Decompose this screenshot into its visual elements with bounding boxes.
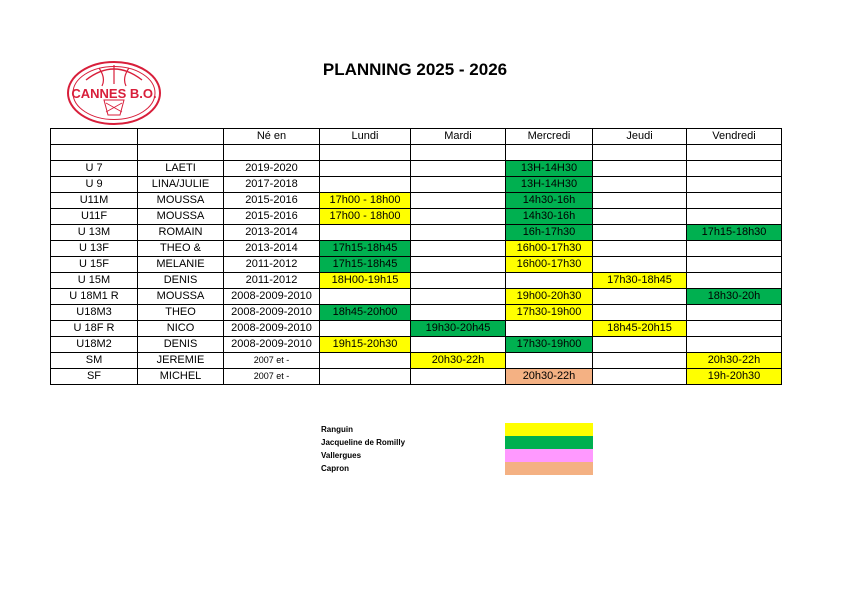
mercredi-cell: 17h30-19h00	[506, 305, 593, 321]
table-header-row	[51, 129, 782, 145]
mercredi-cell	[506, 321, 593, 337]
jeudi-cell	[593, 193, 687, 209]
mardi-cell	[411, 161, 506, 177]
birth-years-cell: 2015-2016	[224, 193, 320, 209]
mercredi-cell: 16h-17h30	[506, 225, 593, 241]
coach-cell: DENIS	[138, 337, 224, 353]
mardi-cell	[411, 369, 506, 385]
legend-swatch	[505, 462, 593, 475]
mercredi-cell: 19h00-20h30	[506, 289, 593, 305]
lundi-cell	[320, 225, 411, 241]
column-header: Jeudi	[593, 129, 687, 145]
schedule-table	[50, 128, 782, 385]
birth-years-cell: 2013-2014	[224, 225, 320, 241]
mardi-cell	[411, 257, 506, 273]
legend-label: Capron	[321, 464, 349, 473]
table-row	[51, 225, 782, 241]
empty-cell	[320, 145, 411, 161]
table-row	[51, 337, 782, 353]
mardi-cell	[411, 209, 506, 225]
empty-cell	[138, 145, 224, 161]
team-cell: U11F	[51, 209, 138, 225]
birth-years-cell: 2015-2016	[224, 209, 320, 225]
jeudi-cell	[593, 353, 687, 369]
table-row	[51, 353, 782, 369]
lundi-cell: 19h15-20h30	[320, 337, 411, 353]
jeudi-cell	[593, 161, 687, 177]
jeudi-cell	[593, 305, 687, 321]
vendredi-cell	[687, 209, 782, 225]
vendredi-cell	[687, 321, 782, 337]
jeudi-cell	[593, 369, 687, 385]
vendredi-cell: 20h30-22h	[687, 353, 782, 369]
empty-cell	[51, 145, 138, 161]
lundi-cell: 18h45-20h00	[320, 305, 411, 321]
mardi-cell	[411, 193, 506, 209]
jeudi-cell	[593, 177, 687, 193]
jeudi-cell	[593, 289, 687, 305]
mercredi-cell: 13H-14H30	[506, 177, 593, 193]
empty-cell	[506, 145, 593, 161]
team-cell: U18M3	[51, 305, 138, 321]
lundi-cell	[320, 321, 411, 337]
coach-cell: DENIS	[138, 273, 224, 289]
legend-swatch	[505, 423, 593, 436]
legend-swatch	[505, 436, 593, 449]
jeudi-cell	[593, 209, 687, 225]
legend-swatch	[505, 449, 593, 462]
table-row	[51, 177, 782, 193]
coach-cell: ROMAIN	[138, 225, 224, 241]
column-header: Mercredi	[506, 129, 593, 145]
birth-years-cell: 2008-2009-2010	[224, 305, 320, 321]
mardi-cell	[411, 305, 506, 321]
column-header: Mardi	[411, 129, 506, 145]
table-row	[51, 321, 782, 337]
lundi-cell	[320, 161, 411, 177]
mardi-cell	[411, 225, 506, 241]
coach-cell: MOUSSA	[138, 193, 224, 209]
empty-cell	[224, 145, 320, 161]
coach-cell: MICHEL	[138, 369, 224, 385]
lundi-cell	[320, 289, 411, 305]
table-row	[51, 161, 782, 177]
team-cell: SF	[51, 369, 138, 385]
jeudi-cell	[593, 337, 687, 353]
vendredi-cell	[687, 241, 782, 257]
mercredi-cell: 16h00-17h30	[506, 257, 593, 273]
column-header	[138, 129, 224, 145]
empty-cell	[411, 145, 506, 161]
table-row	[51, 193, 782, 209]
jeudi-cell	[593, 241, 687, 257]
mardi-cell: 20h30-22h	[411, 353, 506, 369]
lundi-cell: 17h15-18h45	[320, 257, 411, 273]
coach-cell: THEO &	[138, 241, 224, 257]
vendredi-cell: 17h15-18h30	[687, 225, 782, 241]
svg-text:CANNES B.O.: CANNES B.O.	[71, 86, 157, 101]
mardi-cell	[411, 241, 506, 257]
vendredi-cell	[687, 193, 782, 209]
table-row	[51, 273, 782, 289]
mercredi-cell	[506, 273, 593, 289]
team-cell: U 18M1 R	[51, 289, 138, 305]
coach-cell: JEREMIE	[138, 353, 224, 369]
coach-cell: LINA/JULIE	[138, 177, 224, 193]
team-cell: U 15F	[51, 257, 138, 273]
birth-years-cell: 2008-2009-2010	[224, 337, 320, 353]
vendredi-cell	[687, 337, 782, 353]
birth-years-cell: 2011-2012	[224, 273, 320, 289]
coach-cell: THEO	[138, 305, 224, 321]
vendredi-cell	[687, 257, 782, 273]
page-title: PLANNING 2025 - 2026	[322, 60, 508, 79]
legend-item	[321, 449, 595, 462]
legend-item	[321, 462, 595, 475]
team-cell: U 7	[51, 161, 138, 177]
mercredi-cell: 17h30-19h00	[506, 337, 593, 353]
vendredi-cell	[687, 273, 782, 289]
lundi-cell: 18H00-19h15	[320, 273, 411, 289]
team-cell: U 13F	[51, 241, 138, 257]
jeudi-cell: 18h45-20h15	[593, 321, 687, 337]
column-header: Né en	[224, 129, 320, 145]
table-row	[51, 305, 782, 321]
jeudi-cell: 17h30-18h45	[593, 273, 687, 289]
birth-years-cell: 2011-2012	[224, 257, 320, 273]
legend-label: Vallergues	[321, 451, 362, 460]
coach-cell: MELANIE	[138, 257, 224, 273]
lundi-cell	[320, 353, 411, 369]
vendredi-cell	[687, 305, 782, 321]
mercredi-cell: 13H-14H30	[506, 161, 593, 177]
jeudi-cell	[593, 225, 687, 241]
vendredi-cell: 18h30-20h	[687, 289, 782, 305]
birth-years-cell: 2008-2009-2010	[224, 289, 320, 305]
venue-legend	[321, 423, 595, 475]
birth-years-cell: 2008-2009-2010	[224, 321, 320, 337]
lundi-cell	[320, 177, 411, 193]
mercredi-cell: 16h00-17h30	[506, 241, 593, 257]
legend-item	[321, 423, 595, 436]
jeudi-cell	[593, 257, 687, 273]
team-cell: U11M	[51, 193, 138, 209]
team-cell: U 9	[51, 177, 138, 193]
coach-cell: LAETI	[138, 161, 224, 177]
team-cell: U 18F R	[51, 321, 138, 337]
mardi-cell	[411, 177, 506, 193]
team-cell: U 15M	[51, 273, 138, 289]
mardi-cell	[411, 289, 506, 305]
birth-years-cell: 2013-2014	[224, 241, 320, 257]
birth-years-cell: 2019-2020	[224, 161, 320, 177]
mardi-cell	[411, 337, 506, 353]
birth-years-cell: 2007 et -	[224, 353, 320, 369]
table-row	[51, 257, 782, 273]
birth-years-cell: 2007 et -	[224, 369, 320, 385]
table-row	[51, 209, 782, 225]
vendredi-cell	[687, 177, 782, 193]
coach-cell: NICO	[138, 321, 224, 337]
mardi-cell	[411, 273, 506, 289]
club-logo	[66, 60, 162, 126]
column-header	[51, 129, 138, 145]
lundi-cell	[320, 369, 411, 385]
team-cell: U 13M	[51, 225, 138, 241]
lundi-cell: 17h00 - 18h00	[320, 209, 411, 225]
mercredi-cell: 14h30-16h	[506, 193, 593, 209]
mercredi-cell	[506, 353, 593, 369]
table-spacer-row	[51, 145, 782, 161]
lundi-cell: 17h15-18h45	[320, 241, 411, 257]
empty-cell	[593, 145, 687, 161]
legend-label: Jacqueline de Romilly	[321, 438, 406, 447]
team-cell: SM	[51, 353, 138, 369]
column-header: Lundi	[320, 129, 411, 145]
table-row	[51, 369, 782, 385]
mercredi-cell: 14h30-16h	[506, 209, 593, 225]
mardi-cell: 19h30-20h45	[411, 321, 506, 337]
table-row	[51, 241, 782, 257]
empty-cell	[687, 145, 782, 161]
lundi-cell: 17h00 - 18h00	[320, 193, 411, 209]
coach-cell: MOUSSA	[138, 289, 224, 305]
table-row	[51, 289, 782, 305]
legend-label: Ranguin	[321, 425, 353, 434]
mercredi-cell: 20h30-22h	[506, 369, 593, 385]
team-cell: U18M2	[51, 337, 138, 353]
birth-years-cell: 2017-2018	[224, 177, 320, 193]
vendredi-cell	[687, 161, 782, 177]
legend-item	[321, 436, 595, 449]
vendredi-cell: 19h-20h30	[687, 369, 782, 385]
column-header: Vendredi	[687, 129, 782, 145]
coach-cell: MOUSSA	[138, 209, 224, 225]
